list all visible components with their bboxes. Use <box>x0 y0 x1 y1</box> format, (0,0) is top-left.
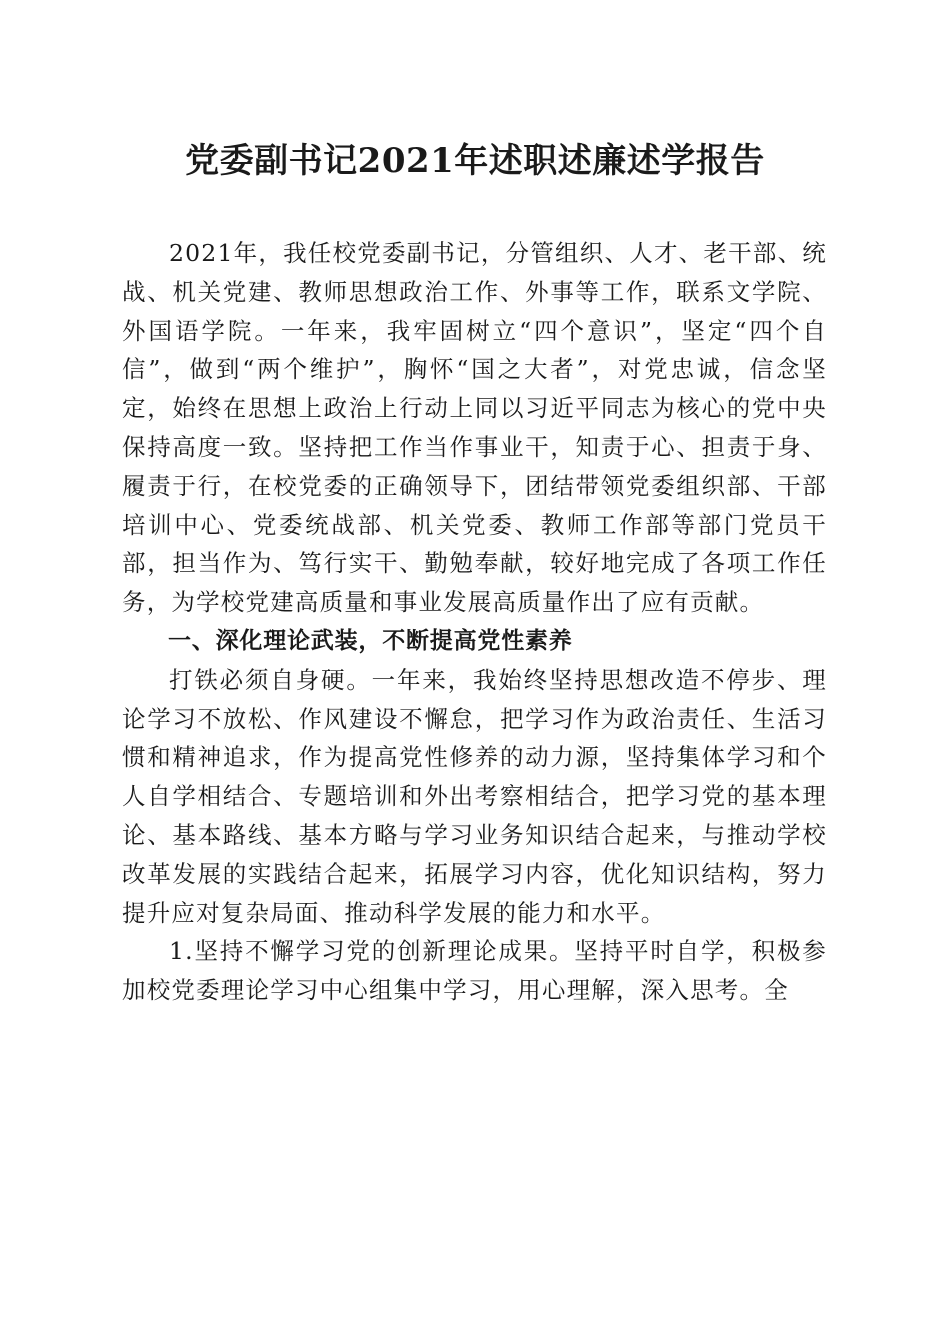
document-title: 党委副书记2021年述职述廉述学报告 <box>185 141 765 181</box>
document-body <box>122 234 827 1010</box>
intro-paragraph: 2021年，我任校党委副书记，分管组织、人才、老干部、统战、机关党建、教师思想政治工作、外事等工作，联系文学院、外国语学院。一年来，我牢固树立“四个意识”，坚定“四个自信”，做到“两个维护”，胸怀“国之大者”，对党忠诚，信念坚定，始终在思想上政治上行动上同以习近平同志为核心的党中央保持高度一致。坚持把工作当作事业干，知责于心、担责于身、履责于行，在校党委的正确领导下，团结带领党委组织部、干部培训中心、党委统战部、机关党委、教师工作部等部门党员干部，担当作为、笃行实干、勤勉奉献，较好地完成了各项工作任务，为学校党建高质量和事业发展高质量作出了应有贡献。 <box>122 239 827 617</box>
section-1-paragraph: 打铁必须自身硬。一年来，我始终坚持思想改造不停步、理论学习不放松、作风建设不懈怠，把学习作为政治责任、生活习惯和精神追求，作为提高党性修养的动力源，坚持集体学习和个人自学相结合、专题培训和外出考察相结合，把学习党的基本理论、基本路线、基本方略与学习业务知识结合起来，与推动学校改革发展的实践结合起来，拓展学习内容，优化知识结构，努力提升应对复杂局面、推动科学发展的能力和水平。 <box>122 665 827 927</box>
section-1-item-1: 1.坚持不懈学习党的创新理论成果。坚持平时自学，积极参加校党委理论学习中心组集中学习，用心理解，深入思考。全 <box>122 937 827 1005</box>
section-heading-1: 一、深化理论武装，不断提高党性素养 <box>168 627 573 654</box>
